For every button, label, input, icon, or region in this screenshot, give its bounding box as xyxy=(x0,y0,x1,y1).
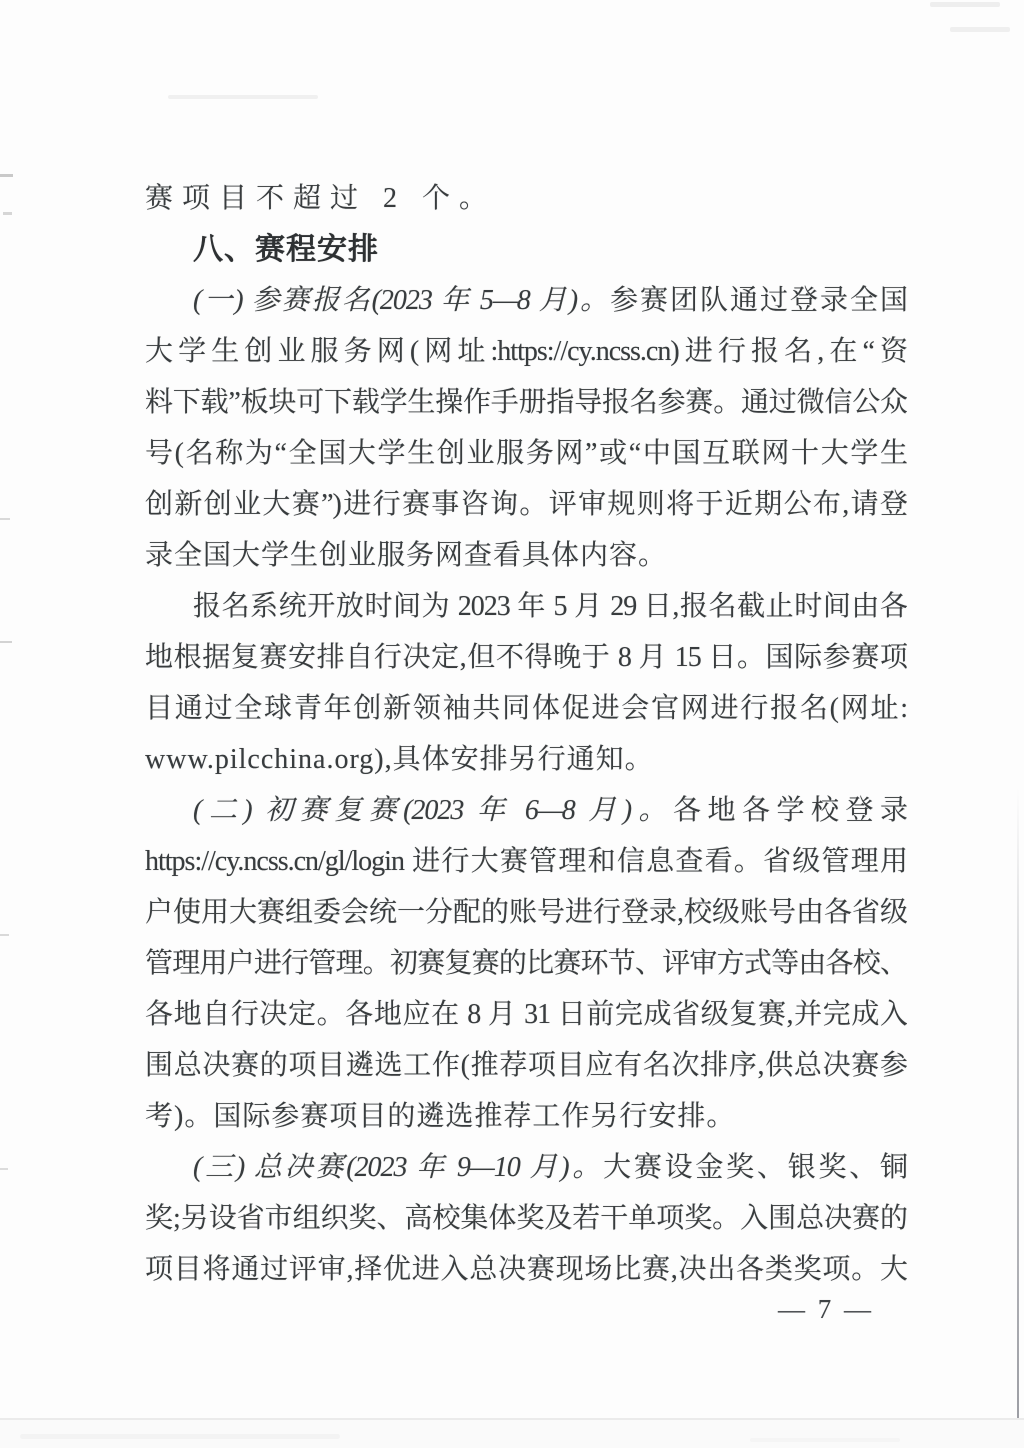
text-line: 地根据复赛安排自行决定,但不得晚于 8 月 15 日。国际参赛项 xyxy=(145,642,907,673)
scan-artifact-left-mark xyxy=(0,934,9,936)
text-line: 录全国大学生创业服务网查看具体内容。 xyxy=(145,540,668,571)
text-line: 号(名称为“全国大学生创业服务网”或“中国互联网十大学生 xyxy=(145,438,907,469)
scan-artifact-smudge xyxy=(750,1438,900,1442)
text-line: 项目将通过评审,择优进入总决赛现场比赛,决出各类奖项。大 xyxy=(145,1254,907,1285)
text-line: (一) 参赛报名(2023 年 5—8 月)。参赛团队通过登录全国 xyxy=(193,285,907,316)
scan-artifact-bottom-strip xyxy=(0,1420,1024,1448)
scan-artifact-smudge xyxy=(20,1434,340,1439)
scan-artifact-bottom-line xyxy=(0,1418,1024,1420)
text-line: 大学生创业服务网(网址:https://cy.ncss.cn)进行报名,在“资 xyxy=(145,336,907,367)
text-line: https://cy.ncss.cn/gl/login 进行大赛管理和信息查看。省级管理用 xyxy=(145,846,907,877)
scan-artifact-left-mark xyxy=(3,212,12,215)
text-line: 目通过全球青年创新领袖共同体促进会官网进行报名(网址: xyxy=(145,693,907,724)
scan-artifact-smudge xyxy=(930,2,1000,7)
kaiti-lead: (二) 初赛复赛(2023 年 6—8 月)。 xyxy=(193,795,674,826)
scan-artifact-vertical-line xyxy=(1017,788,1019,1448)
text-line: 各地自行决定。各地应在 8 月 31 日前完成省级复赛,并完成入 xyxy=(145,999,907,1030)
text-line: 料下载”板块可下载学生操作手册指导报名参赛。通过微信公众 xyxy=(145,387,907,418)
scan-artifact-left-mark xyxy=(0,1168,8,1170)
text-line: 户使用大赛组委会统一分配的账号进行登录,校级账号由各省级 xyxy=(145,897,907,928)
text-line: (三) 总决赛(2023 年 9—10 月)。大赛设金奖、银奖、铜 xyxy=(193,1152,907,1183)
text-line: 管理用户进行管理。初赛复赛的比赛环节、评审方式等由各校、 xyxy=(145,948,907,979)
section-heading: 八、赛程安排 xyxy=(193,233,379,266)
scan-artifact-left-mark xyxy=(0,174,13,177)
text-line: 创新创业大赛”)进行赛事咨询。评审规则将于近期公布,请登 xyxy=(145,489,907,520)
kaiti-lead: (一) 参赛报名(2023 年 5—8 月)。 xyxy=(193,285,611,316)
page-number: — 7 — xyxy=(778,1294,874,1324)
scan-artifact-smudge xyxy=(950,27,1010,32)
text-line: 奖;另设省市组织奖、高校集体奖及若干单项奖。入围总决赛的 xyxy=(145,1203,907,1234)
text-line: www.pilcchina.org),具体安排另行通知。 xyxy=(145,744,654,775)
scan-artifact-left-mark xyxy=(0,518,10,520)
scan-artifact-smudge xyxy=(168,95,318,99)
text-line: 赛项目不超过 2 个。 xyxy=(145,183,497,214)
kaiti-lead: (三) 总决赛(2023 年 9—10 月)。 xyxy=(193,1152,604,1183)
text-line: (二) 初赛复赛(2023 年 6—8 月)。各地各学校登录 xyxy=(193,795,907,826)
text-line: 考)。国际参赛项目的遴选推荐工作另行安排。 xyxy=(145,1101,736,1132)
document-body xyxy=(145,173,907,1295)
text-line: 围总决赛的项目遴选工作(推荐项目应有名次排序,供总决赛参 xyxy=(145,1050,907,1081)
scan-artifact-left-mark xyxy=(0,641,12,643)
text-line: 报名系统开放时间为 2023 年 5 月 29 日,报名截止时间由各 xyxy=(193,591,907,622)
